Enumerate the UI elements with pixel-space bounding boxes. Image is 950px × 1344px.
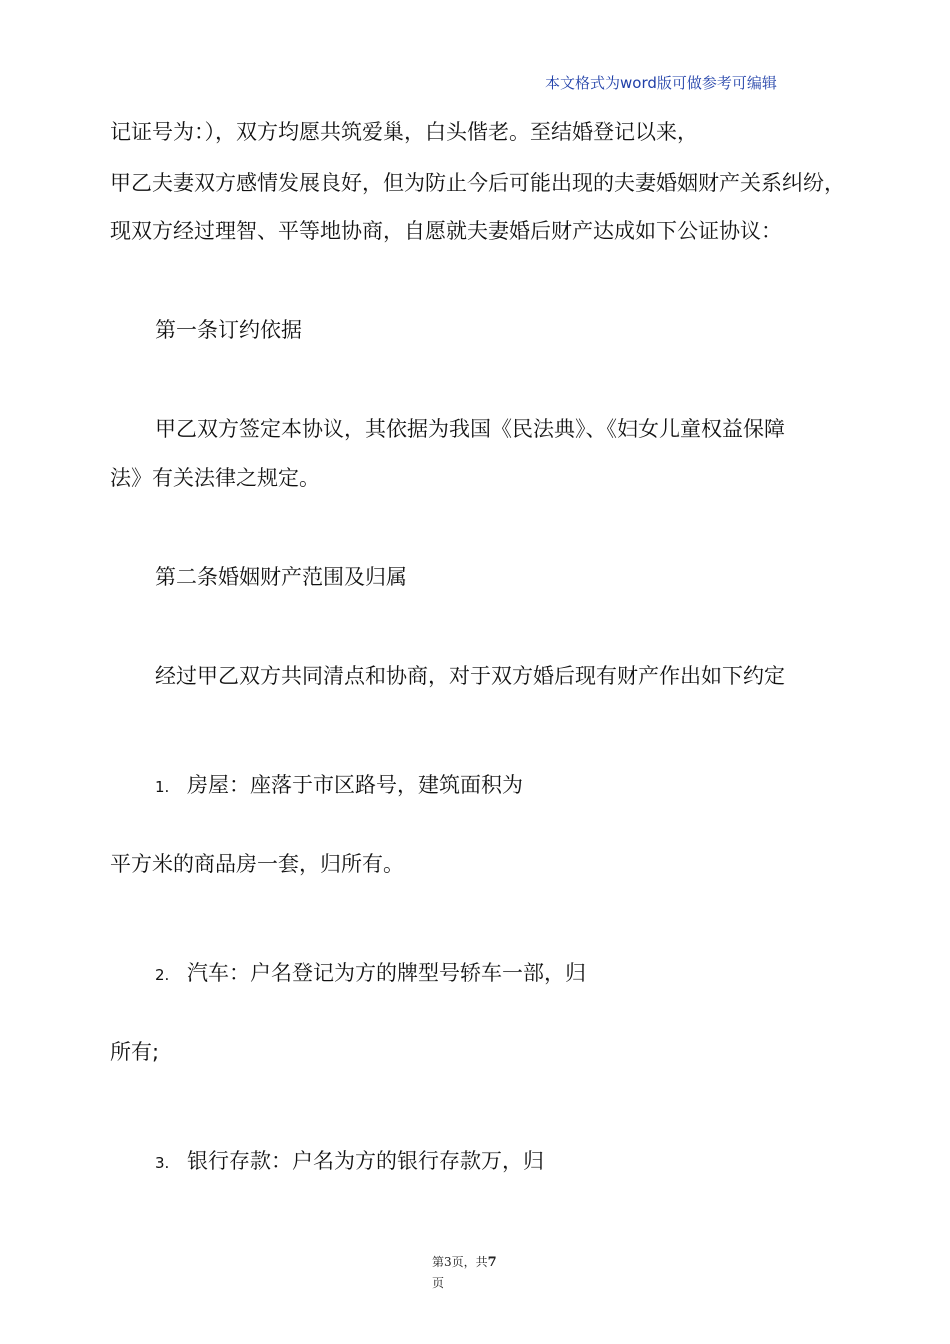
article-2-intro: 经过甲乙双方共同清点和协商，对于双方婚后现有财产作出如下约定 [155, 664, 785, 688]
list-item-number: 2. [155, 966, 170, 984]
current-page: 3 [444, 1255, 452, 1269]
list-item [155, 963, 586, 984]
page-suffix: 页 [432, 1276, 445, 1290]
intro-line-1: 记证号为：），双方均愿共筑爱巢，白头偕老。至结婚登记以来， [110, 120, 698, 144]
article-1-line-2: 法》有关法律之规定。 [110, 466, 320, 490]
page-footer [432, 1252, 522, 1293]
page-prefix: 第 [432, 1255, 445, 1269]
article-1-line-1: 甲乙双方签定本协议，其依据为我国《民法典》、《妇女儿童权益保障 [155, 417, 785, 441]
header-note: 本文格式为word版可做参考可编辑 [545, 74, 777, 92]
page-middle: 页，共 [451, 1255, 488, 1269]
intro-line-3: 现双方经过理智、平等地协商，自愿就夫妻婚后财产达成如下公证协议： [110, 219, 782, 243]
article-2-title: 第二条婚姻财产范围及归属 [155, 565, 407, 589]
page-number-line [432, 1252, 522, 1273]
total-pages: 7 [487, 1255, 497, 1270]
article-1-title: 第一条订约依据 [155, 318, 302, 342]
list-item-number: 3. [155, 1154, 170, 1172]
list-item [155, 775, 523, 796]
intro-line-2: 甲乙夫妻双方感情发展良好，但为防止今后可能出现的夫妻婚姻财产关系纠纷， [110, 171, 845, 195]
list-item-continuation: 所有; [110, 1040, 160, 1064]
list-item-text: 汽车：户名登记为方的牌型号轿车一部，归 [187, 961, 586, 985]
list-item-continuation: 平方米的商品房一套，归所有。 [110, 852, 404, 876]
list-item-text: 银行存款：户名为方的银行存款万，归 [187, 1149, 544, 1173]
list-item [155, 1151, 544, 1172]
list-item-number: 1. [155, 778, 170, 796]
list-item-text: 房屋：座落于市区路号，建筑面积为 [187, 773, 523, 797]
